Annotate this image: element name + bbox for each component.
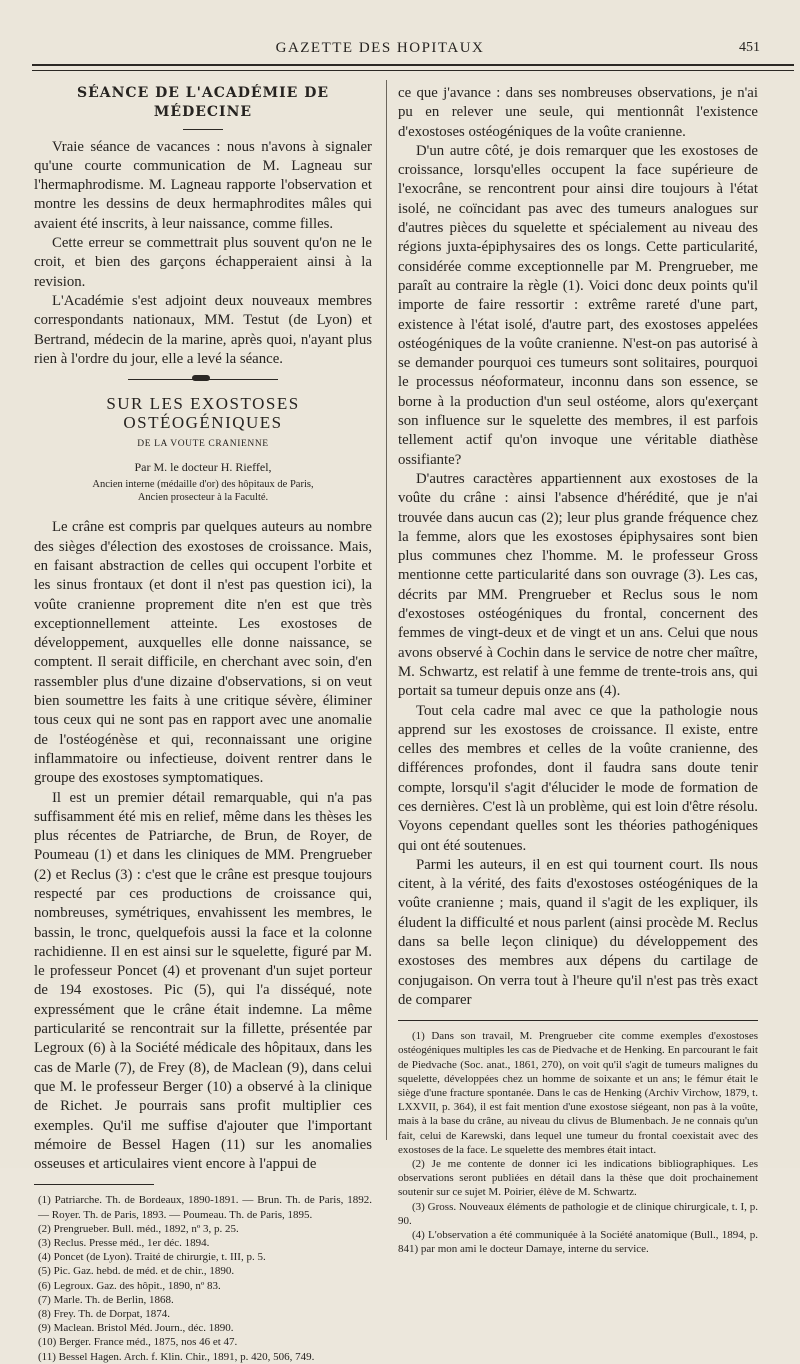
seance-paragraph: Vraie séance de vacances : nous n'avons à signaler qu'une courte communication de M. Lagneau sur l'hermaphrodisme. M. Lagneau rapporte l'observation et montre les dessins de deux hermaphrodites mâles qui avaient été inscrits, à leur naissance, comme filles. xyxy=(34,138,372,232)
footnote: (5) Pic. Gaz. hebd. de méd. et de chir., 1890. xyxy=(38,1265,235,1278)
journal-title: GAZETTE DES HOPITAUX xyxy=(275,40,485,56)
footnote: (3) Reclus. Presse méd., 1er déc. 1894. xyxy=(38,1237,210,1250)
footnote: (1) Dans son travail, M. Prengrueber cite comme exemples d'exostoses ostéogéniques multiples les cas de Piedvache et de Henking. En parcourant le fait de Piedvache (Soc. anat., 1861, 270), on voit qu'il s'agit de tumeurs malignes du squelette, développées chez un homme de soixante et un ans; le fémur était le siège d'une fracture spontanée. Dans le cas de Henking (Archiv Virchow, 1879, t. LXXVII, p. 364), il est fait mention d'une exostose siégeant, non pas à la voûte, mais à la base du crâne, au niveau du clivus de Blumenbach. Je ne connais qu'un fait, celui de Karewski, dans lequel une tumeur du frontal coexistait avec des exostoses de la face. Le squelette des membres était intact. xyxy=(398,1030,758,1156)
article-affiliation xyxy=(34,478,372,504)
seance-paragraph: Cette erreur se commettrait plus souvent qu'on ne le croit, et bien des garçons échapperaient ainsi à la revision. xyxy=(34,235,372,290)
footnote-rule xyxy=(398,1020,758,1021)
article-paragraph: ce que j'avance : dans ses nombreuses observations, je n'ai pu en relever une seule, qui mentionnât l'existence d'exostoses ostéogéniques de la voûte cranienne. xyxy=(398,85,758,140)
ornamental-rule xyxy=(128,379,278,380)
footnote: (7) Marle. Th. de Berlin, 1868. xyxy=(38,1293,174,1306)
footnote: (9) Maclean. Bristol Méd. Journ., déc. 1890. xyxy=(38,1322,234,1335)
article-paragraph: Parmi les auteurs, il en est qui tournent court. Ils nous citent, à la vérité, des faits d'exostoses ostéogéniques de la voûte cranienne ; mais, quand il s'agit de les expliquer, ils éludent la difficulté et nous parlent (ainsi procède M. Reclus dans sa belle leçon clinique) du développement des exostoses des membres aux dépens du cartilage de conjugaison. On verra tout à l'heure qu'il n'est pas très exact de comparer xyxy=(398,856,758,1008)
article-subtitle: DE LA VOUTE CRANIENNE xyxy=(137,438,269,449)
footnote: (4) L'observation a été communiquée à la Société anatomique (Bull., 1894, p. 841) par mon ami le docteur Damaye, interne du service. xyxy=(398,1229,758,1256)
footnote: (4) Poncet (de Lyon). Traité de chirurgie, t. III, p. 5. xyxy=(38,1251,266,1264)
right-column xyxy=(398,84,758,1257)
page-number: 451 xyxy=(739,40,760,55)
footnote: (3) Gross. Nouveaux éléments de pathologie et de clinique chirurgicale, t. I, p. 90. xyxy=(398,1200,758,1227)
footnotes-right xyxy=(398,1029,758,1256)
article-paragraph: D'autres caractères appartiennent aux exostoses de la voûte du crâne : ainsi l'absence d'hérédité, que je n'ai trouvée dans aucun cas (2); leur plus grande fréquence chez la femme, alors que les exostoses épiphysaires sont bien plus communes chez l'homme. M. le professeur Gross mentionne cette particularité dans son ouvrage (3). Les cas, décrits par MM. Prengrueber et Reclus sous le nom d'exostoses ostéogéniques du frontal, concernent des femmes de vingt-deux et de vingt et un ans. Celui que nous avons observé à Cochin dans le service de notre cher maître, M. Schwartz, est relatif à une femme de trente-trois ans, qui portait sa tumeur depuis onze ans (4). xyxy=(398,470,758,700)
article-paragraph: Tout cela cadre mal avec ce que la pathologie nous apprend sur les exostoses de croissance. Il existe, entre celles des membres et celles de la voûte cranienne, des différences profondes, dont il faudra sans doute tenir compte, lorsqu'il s'agit d'élucider le mode de formation de ces dernières. C'est là un problème, qui est loin d'être résolu. Voyons cependant quelles sont les théories pathogéniques qui ont été soutenues. xyxy=(398,702,758,854)
section-title: SÉANCE DE L'ACADÉMIE DE MÉDECINE xyxy=(76,85,330,121)
ornament xyxy=(192,375,210,381)
footnote: (8) Frey. Th. de Dorpat, 1874. xyxy=(38,1308,170,1321)
left-column xyxy=(34,84,372,1364)
running-head xyxy=(0,40,800,64)
footnote: (10) Berger. France méd., 1875, nos 46 et 47. xyxy=(38,1336,238,1349)
footnote: (2) Je me contente de donner ici les indications bibliographiques. Les observations seront publiées en détail dans la thèse que doit prochainement soutenir sur ce sujet M. Poirier, élève de M. Schwartz. xyxy=(398,1158,758,1199)
article-title: SUR LES EXOSTOSES OSTÉOGÉNIQUES xyxy=(106,394,300,433)
footnote: (2) Prengrueber. Bull. méd., 1892, nº 3, p. 25. xyxy=(38,1222,239,1235)
header-rule-thin xyxy=(32,70,794,71)
footnote: (11) Bessel Hagen. Arch. f. Klin. Chir., 1891, p. 420, 506, 749. xyxy=(38,1350,315,1363)
article-paragraph: Le crâne est compris par quelques auteurs au nombre des sièges d'élection des exostoses de croissance. Mais, en faisant abstraction de celles qui occupent l'orbite et les sinus frontaux (et dont il n'est pas question ici), la voûte cranienne proprement dite n'en est que très exceptionnellement atteinte. Les exostoses de développement, auxquelles elle donne naissance, se comptent. Il serait difficile, en cherchant avec soin, d'en rassembler plus d'une dizaine d'observations, si on veut bien soumettre les faits à une critique sévère, éliminer tous ceux qui ne sont pas en rapport avec une anomalie de l'ostéogénèse et qui, reconnaissant une origine inflammatoire ou infectieuse, doivent rentrer dans le groupe des exostoses symptomatiques. xyxy=(34,519,372,787)
article-paragraph: D'un autre côté, je dois remarquer que les exostoses de croissance, lorsqu'elles occupent la face supérieure de l'exocrâne, se rencontrent pour ainsi dire toujours à l'état isolé, ne coïncidant pas avec des tumeurs analogues sur d'autres pièces du squelette et spécialement au niveau des régions juxta-épiphysaires des os longs. Cette particularité, considérée comme exceptionnelle par M. Prengrueber, me paraît au contraire la règle (1). Voici donc deux points qu'il importe de faire ressortir : extrême rareté d'une part, existence à l'état isolé, d'autre part, des exostoses appelées ostéogéniques de la voûte cranienne. N'est-on pas autorisé à se demander pourquoi ces tumeurs sont solitaires, pourquoi le processus néoformateur, inconnu dans son essence, se borne à la production d'un seul ostéome, alors qu'exerçant son influence sur le squelette des membres, il est parfois tellement actif qu'on invoque une véritable diathèse ossifiante? xyxy=(398,142,758,468)
article-author: Par M. le docteur H. Rieffel, xyxy=(134,460,272,475)
article-paragraph: Il est un premier détail remarquable, qui n'a pas suffisamment été mis en relief, même dans les thèses les plus récentes de Patriarche, de Brun, de Royer, de Poumeau (1) et dans les cliniques de MM. Prengrueber (2) et Reclus (3) : c'est que le crâne est presque toujours respecté par ces productions de croissance qui, nombreuses, symétriques, envahissent les membres, le bassin, le tronc, quelquefois aussi la face et la colonne rachidienne. Il en est ainsi sur le squelette, figuré par M. le professeur Poncet (4) et provenant d'un sujet porteur de 194 exostoses. Pic (5), qui l'a disséqué, note expressément que le crâne était indemne. La même particularité se rencontrait sur la fillette, présentée par Legroux (6) à la Société médicale des hôpitaux, dans les cas de Marle (7), de Frey (8), de Maclean (9), dans celui que M. le professeur Berger (10) a observé à la clinique de Richet. Je pourrais sans profit multiplier ces exemples. Qu'il me suffise d'ajouter que l'important mémoire de Bessel Hagen (11) sur les anomalies osseuses et articulaires vient encore à l'appui de xyxy=(34,789,372,1173)
footnote-rule xyxy=(34,1184,154,1185)
column-divider xyxy=(386,80,387,1140)
footnotes-left xyxy=(34,1193,372,1363)
affiliation-line: Ancien interne (médaille d'or) des hôpitaux de Paris, xyxy=(92,479,314,491)
footnote: (6) Legroux. Gaz. des hôpit., 1890, nº 83. xyxy=(38,1279,221,1292)
seance-paragraph: L'Académie s'est adjoint deux nouveaux membres correspondants nationaux, MM. Testut (de Lyon) et Bertrand, médecin de la marine, après quoi, n'ayant plus rien à l'ordre du jour, elle a levé la séance. xyxy=(34,292,372,367)
header-rule-thick xyxy=(32,64,794,66)
section-rule xyxy=(183,129,223,130)
footnote: (1) Patriarche. Th. de Bordeaux, 1890-1891. — Brun. Th. de Paris, 1892. — Royer. Th. de Paris, 1893. — Poumeau. Th. de Paris, 1895. xyxy=(38,1194,372,1221)
affiliation-line: Ancien prosecteur à la Faculté. xyxy=(137,492,269,504)
